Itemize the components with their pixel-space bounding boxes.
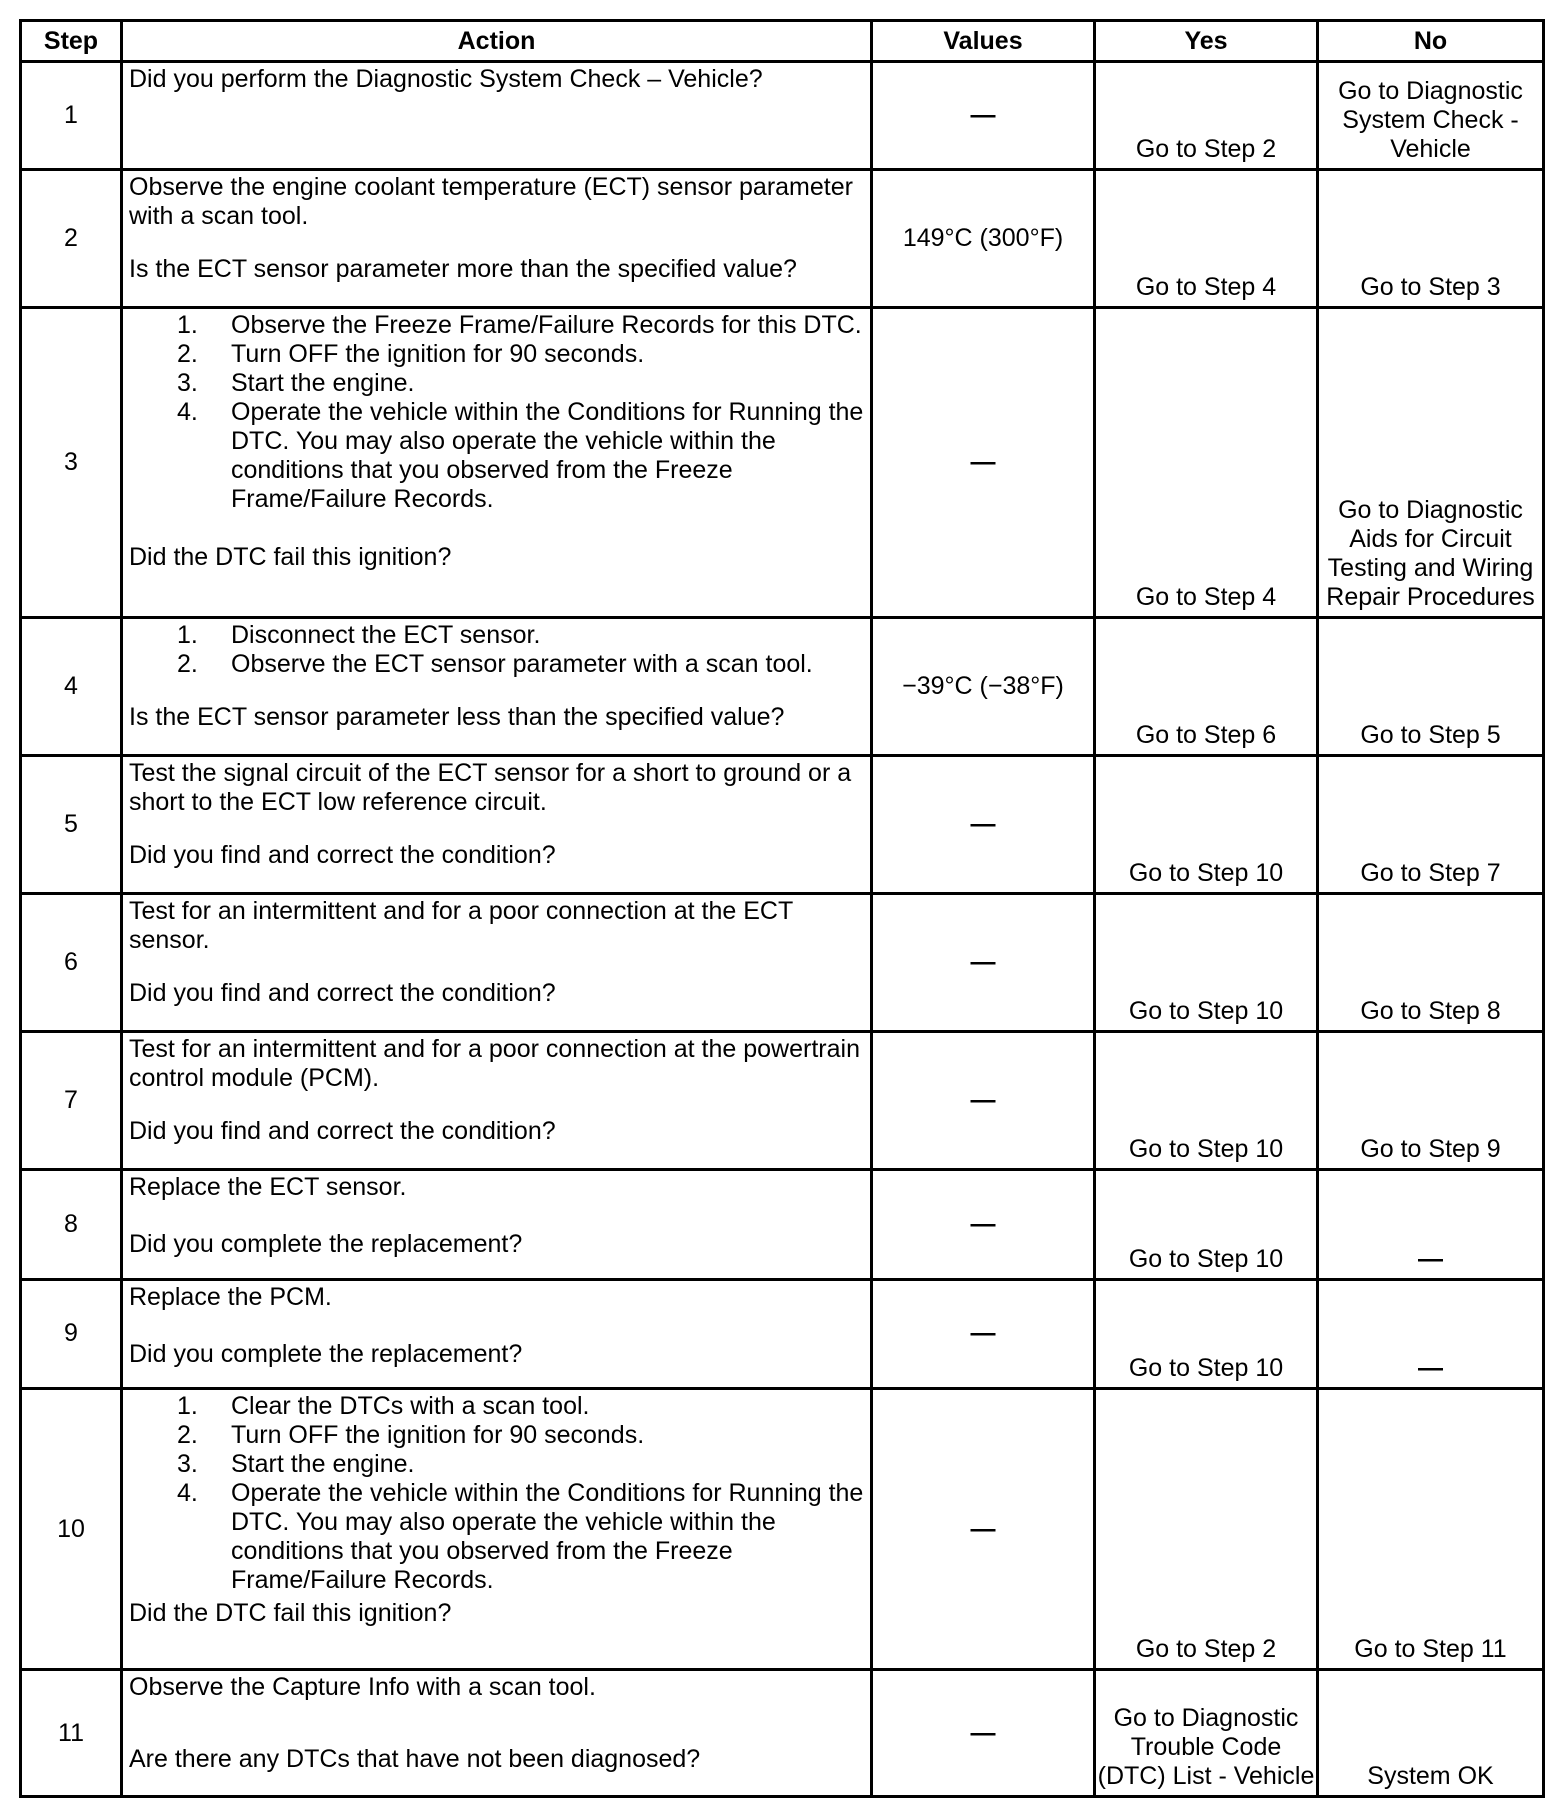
table-row bbox=[21, 308, 1544, 618]
action-cell bbox=[122, 1388, 872, 1670]
step-number: 8 bbox=[21, 1170, 122, 1279]
yes-cell: Go to Step 10 bbox=[1095, 1032, 1318, 1170]
action-intro: Replace the PCM. bbox=[129, 1282, 332, 1311]
yes-cell: Go to Step 6 bbox=[1095, 618, 1318, 756]
value-cell: — bbox=[872, 1670, 1095, 1797]
action-content bbox=[129, 621, 864, 732]
action-cell bbox=[122, 1032, 872, 1170]
no-cell: Go to Diagnostic Aids for Circuit Testing and Wiring Repair Procedures bbox=[1318, 308, 1544, 618]
action-question: Did you find and correct the condition? bbox=[129, 979, 556, 1008]
action-instructions bbox=[129, 1392, 864, 1595]
value-cell: — bbox=[872, 1388, 1095, 1670]
action-question: Did the DTC fail this ignition? bbox=[129, 543, 452, 572]
action-instructions bbox=[129, 1283, 864, 1312]
action-content bbox=[129, 1035, 867, 1146]
action-content bbox=[129, 1392, 864, 1628]
action-question: Did you complete the replacement? bbox=[129, 1230, 523, 1259]
action-content bbox=[129, 1673, 864, 1774]
action-content bbox=[129, 1283, 864, 1369]
step-number: 11 bbox=[21, 1670, 122, 1797]
action-question: Is the ECT sensor parameter more than the specified value? bbox=[129, 255, 797, 284]
no-cell: Go to Step 8 bbox=[1318, 894, 1544, 1032]
action-question: Are there any DTCs that have not been diagnosed? bbox=[129, 1745, 701, 1774]
value-cell: — bbox=[872, 62, 1095, 170]
table-row bbox=[21, 894, 1544, 1032]
substep-item: Start the engine. bbox=[231, 1449, 415, 1478]
action-substeps bbox=[129, 1392, 864, 1595]
diagnostic-table bbox=[19, 19, 1545, 1798]
action-content bbox=[129, 1173, 864, 1259]
yes-cell: Go to Step 10 bbox=[1095, 894, 1318, 1032]
yes-cell: Go to Step 2 bbox=[1095, 1388, 1318, 1670]
action-cell bbox=[122, 62, 872, 170]
action-content bbox=[129, 173, 864, 284]
yes-cell: Go to Step 4 bbox=[1095, 308, 1318, 618]
action-instructions bbox=[129, 1173, 864, 1202]
action-cell bbox=[122, 894, 872, 1032]
action-instructions bbox=[129, 759, 864, 817]
action-intro: Observe the Capture Info with a scan tool. bbox=[129, 1673, 596, 1702]
no-cell: Go to Diagnostic System Check - Vehicle bbox=[1318, 62, 1544, 170]
step-number: 3 bbox=[21, 308, 122, 618]
action-cell bbox=[122, 1170, 872, 1279]
yes-cell: Go to Diagnostic Trouble Code (DTC) List - Vehicle bbox=[1095, 1670, 1318, 1797]
action-instructions bbox=[129, 311, 864, 514]
action-intro: Test for an intermittent and for a poor connection at the ECT sensor. bbox=[129, 897, 800, 955]
table-row bbox=[21, 1032, 1544, 1170]
action-instructions bbox=[129, 65, 864, 94]
action-content bbox=[129, 311, 864, 572]
action-question: Did you find and correct the condition? bbox=[129, 841, 556, 870]
header-no: No bbox=[1318, 21, 1544, 62]
no-cell: — bbox=[1318, 1170, 1544, 1279]
action-instructions bbox=[129, 621, 864, 679]
yes-cell: Go to Step 2 bbox=[1095, 62, 1318, 170]
yes-cell: Go to Step 4 bbox=[1095, 170, 1318, 308]
yes-cell: Go to Step 10 bbox=[1095, 1170, 1318, 1279]
action-cell bbox=[122, 308, 872, 618]
action-question: Did you find and correct the condition? bbox=[129, 1117, 556, 1146]
action-cell bbox=[122, 756, 872, 894]
action-substeps bbox=[129, 621, 864, 679]
action-question: Is the ECT sensor parameter less than the specified value? bbox=[129, 703, 785, 732]
value-cell: — bbox=[872, 308, 1095, 618]
header-action: Action bbox=[122, 21, 872, 62]
yes-cell: Go to Step 10 bbox=[1095, 756, 1318, 894]
no-cell: Go to Step 3 bbox=[1318, 170, 1544, 308]
substep-item: Disconnect the ECT sensor. bbox=[231, 621, 541, 650]
substep-item: Turn OFF the ignition for 90 seconds. bbox=[231, 340, 645, 369]
substep-item: Observe the ECT sensor parameter with a scan tool. bbox=[231, 650, 813, 679]
value-cell: — bbox=[872, 756, 1095, 894]
action-substeps bbox=[129, 311, 864, 514]
value-cell: — bbox=[872, 1170, 1095, 1279]
table-row bbox=[21, 1170, 1544, 1279]
action-intro: Replace the ECT sensor. bbox=[129, 1173, 407, 1202]
table-row bbox=[21, 756, 1544, 894]
step-number: 7 bbox=[21, 1032, 122, 1170]
no-cell: Go to Step 5 bbox=[1318, 618, 1544, 756]
table-row bbox=[21, 170, 1544, 308]
yes-cell: Go to Step 10 bbox=[1095, 1279, 1318, 1388]
step-number: 1 bbox=[21, 62, 122, 170]
action-cell bbox=[122, 618, 872, 756]
substep-item: Observe the Freeze Frame/Failure Records for this DTC. bbox=[231, 311, 862, 340]
step-number: 9 bbox=[21, 1279, 122, 1388]
no-cell: Go to Step 11 bbox=[1318, 1388, 1544, 1670]
step-number: 2 bbox=[21, 170, 122, 308]
value-cell: — bbox=[872, 894, 1095, 1032]
action-cell bbox=[122, 1279, 872, 1388]
action-cell bbox=[122, 170, 872, 308]
action-intro: Did you perform the Diagnostic System Check – Vehicle? bbox=[129, 65, 763, 93]
no-cell: System OK bbox=[1318, 1670, 1544, 1797]
header-row bbox=[21, 21, 1544, 62]
action-instructions bbox=[129, 1673, 864, 1702]
action-intro: Test the signal circuit of the ECT sensor for a short to ground or a short to the ECT low reference circuit. bbox=[129, 759, 859, 817]
step-number: 10 bbox=[21, 1388, 122, 1670]
action-intro: Observe the engine coolant temperature (ECT) sensor parameter with a scan tool. bbox=[129, 173, 860, 231]
step-number: 5 bbox=[21, 756, 122, 894]
table-row bbox=[21, 62, 1544, 170]
action-intro: Test for an intermittent and for a poor connection at the powertrain control module (PCM). bbox=[129, 1035, 867, 1093]
action-cell bbox=[122, 1670, 872, 1797]
action-instructions bbox=[129, 1035, 867, 1093]
table-row bbox=[21, 1279, 1544, 1388]
table-row bbox=[21, 1670, 1544, 1797]
value-cell: — bbox=[872, 1032, 1095, 1170]
step-number: 4 bbox=[21, 618, 122, 756]
substep-item: Clear the DTCs with a scan tool. bbox=[231, 1391, 590, 1420]
value-cell: 149°C (300°F) bbox=[872, 170, 1095, 308]
header-step: Step bbox=[21, 21, 122, 62]
action-content bbox=[129, 759, 864, 870]
action-content bbox=[129, 897, 864, 1008]
substep-item: Operate the vehicle within the Conditions for Running the DTC. You may also operate the vehicle within the conditions that you observed from the Freeze Frame/Failure Records. bbox=[231, 1478, 864, 1594]
no-cell: — bbox=[1318, 1279, 1544, 1388]
table-row bbox=[21, 618, 1544, 756]
action-content bbox=[129, 65, 864, 142]
action-instructions bbox=[129, 173, 864, 231]
substep-item: Turn OFF the ignition for 90 seconds. bbox=[231, 1420, 645, 1449]
table-row bbox=[21, 1388, 1544, 1670]
header-yes: Yes bbox=[1095, 21, 1318, 62]
step-number: 6 bbox=[21, 894, 122, 1032]
substep-item: Operate the vehicle within the Conditions for Running the DTC. You may also operate the vehicle within the conditions that you observed from the Freeze Frame/Failure Records. bbox=[231, 398, 864, 514]
no-cell: Go to Step 9 bbox=[1318, 1032, 1544, 1170]
action-instructions bbox=[129, 897, 864, 955]
action-question: Did you complete the replacement? bbox=[129, 1339, 523, 1368]
value-cell: — bbox=[872, 1279, 1095, 1388]
value-cell: −39°C (−38°F) bbox=[872, 618, 1095, 756]
no-cell: Go to Step 7 bbox=[1318, 756, 1544, 894]
action-question: Did the DTC fail this ignition? bbox=[129, 1598, 452, 1627]
header-values: Values bbox=[872, 21, 1095, 62]
substep-item: Start the engine. bbox=[231, 369, 415, 398]
